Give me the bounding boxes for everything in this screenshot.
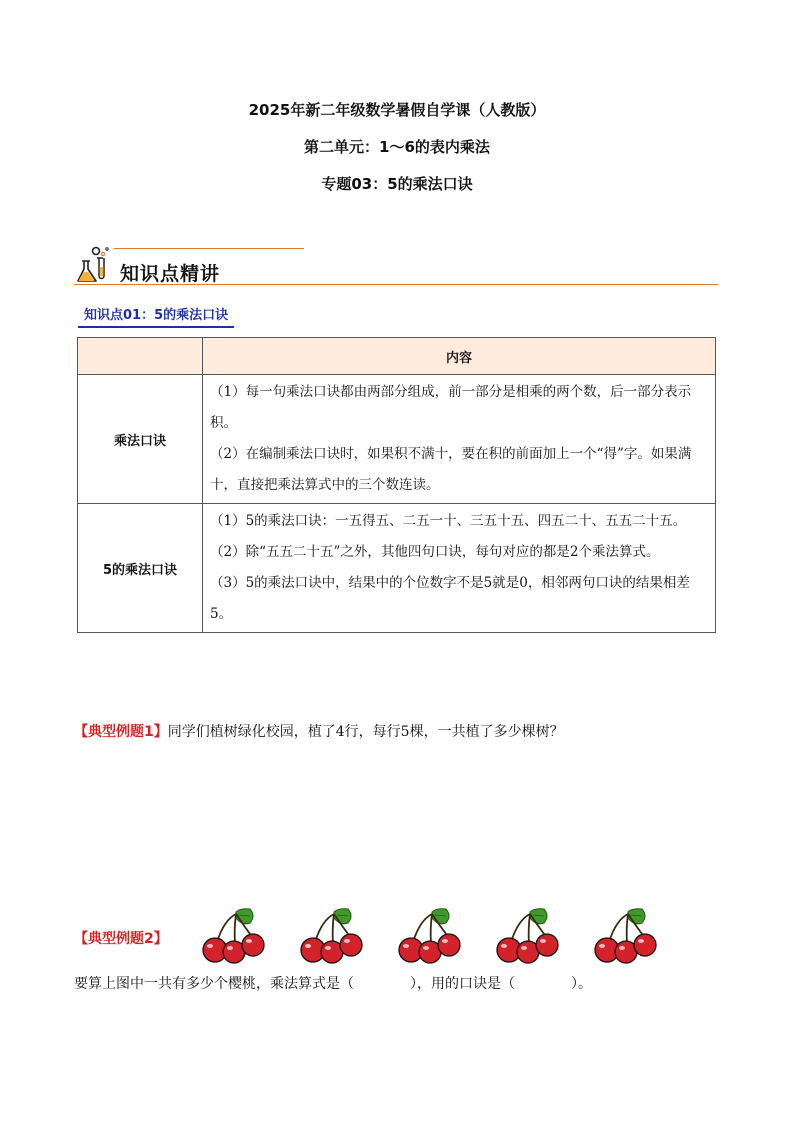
example-label: 【典型例题2】 (74, 931, 168, 947)
content-line: （1）每一句乘法口诀都由两部分组成，前一部分是相乘的两个数，后一部分表示积。 (210, 384, 692, 431)
content-line: （3）5的乘法口诀中，结果中的个位数字不是5就是0，相邻两句口诀的结果相差5。 (210, 575, 690, 622)
doc-title-line3: 专题03：5的乘法口诀 (321, 175, 473, 193)
example-2 (74, 928, 168, 948)
cherry-icon (590, 906, 662, 964)
section-bottom-rule (74, 284, 718, 285)
cherry-icon (296, 906, 368, 964)
knowledge-table (77, 337, 716, 633)
doc-title-line2: 第二单元：1～6的表内乘法 (304, 138, 490, 156)
example-text: 同学们植树绿化校园，植了4行，每行5棵，一共植了多少棵树？ (167, 724, 564, 740)
table-header-row (78, 338, 716, 375)
cherry-icon (198, 906, 270, 964)
doc-title-line1: 2025年新二年级数学暑假自学课（人教版） (248, 101, 546, 119)
row-name: 5的乘法口诀 (78, 504, 203, 633)
table-row (78, 504, 716, 633)
knowledge-point-title: 知识点01：5的乘法口诀 (78, 302, 234, 328)
example-2-question: 要算上图中一共有多少个樱桃，乘法算式是（ ），用的口诀是（ ）。 (74, 976, 592, 992)
content-line: （1）5的乘法口诀：一五得五、二五一十、三五十五、四五二十、五五二十五。 (210, 513, 687, 529)
section-header (74, 245, 718, 287)
cherry-icon (394, 906, 466, 964)
cherry-icon (492, 906, 564, 964)
content-line: （2）除“五五二十五”之外，其他四句口诀，每句对应的都是2个乘法算式。 (210, 544, 660, 560)
table-header-cell-empty (78, 338, 203, 375)
row-content (203, 504, 716, 633)
example-1 (74, 721, 564, 741)
table-header-cell-content: 内容 (203, 338, 716, 375)
row-name: 乘法口诀 (78, 375, 203, 504)
content-line: （2）在编制乘法口诀时，如果积不满十，要在积的前面加上一个“得”字。如果满十，直接把乘法算式中的三个数连读。 (210, 446, 692, 493)
row-content (203, 375, 716, 504)
table-row (78, 375, 716, 504)
example-label: 【典型例题1】 (74, 724, 168, 740)
flask-icon (74, 245, 118, 285)
section-top-rule (114, 248, 304, 249)
section-title: 知识点精讲 (120, 263, 221, 285)
